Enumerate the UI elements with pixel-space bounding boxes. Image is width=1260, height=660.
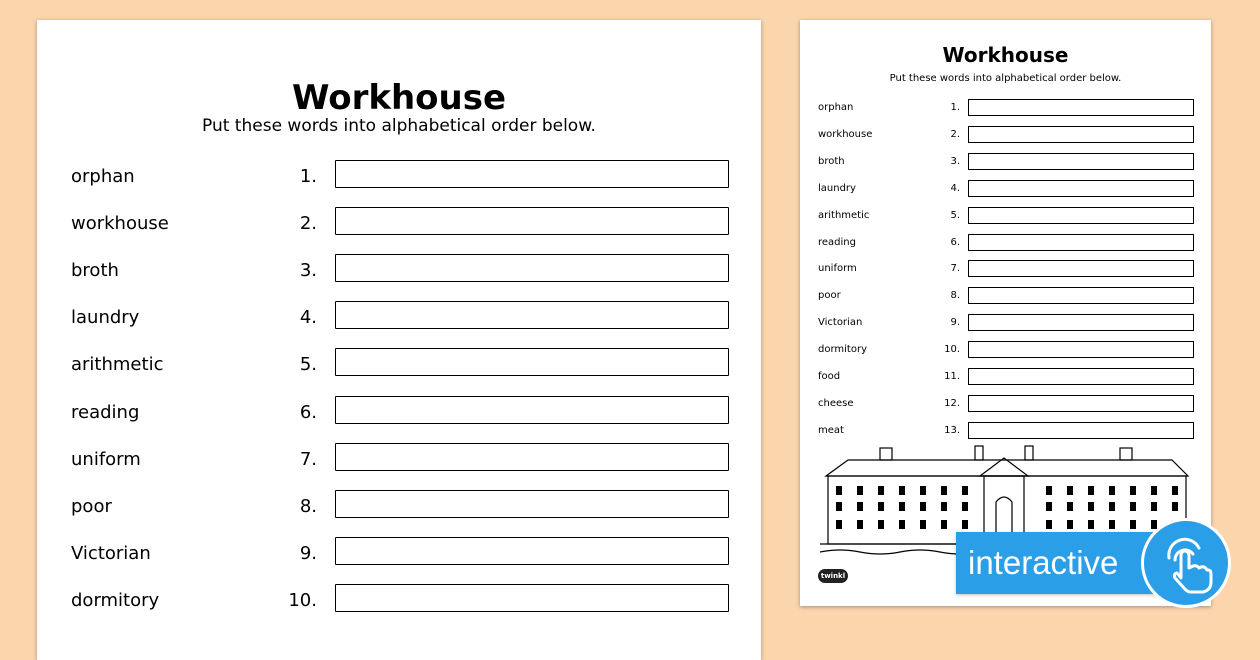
row	[37, 160, 761, 192]
number: 8.	[299, 495, 317, 517]
preview-answer-box[interactable]	[968, 234, 1194, 251]
row	[37, 348, 761, 380]
preview-answer-box[interactable]	[968, 207, 1194, 224]
interactive-label: interactive	[968, 544, 1119, 581]
preview-number: 4.	[950, 182, 960, 194]
building-window	[920, 502, 926, 511]
answer-box[interactable]	[335, 537, 729, 565]
answer-box[interactable]	[335, 396, 729, 424]
building-window	[836, 520, 842, 529]
preview-number: 12.	[944, 397, 960, 409]
row	[37, 254, 761, 286]
preview-word: meat	[818, 424, 844, 436]
building-window	[920, 486, 926, 495]
building-window	[857, 486, 863, 495]
building-window	[1067, 520, 1073, 529]
word: workhouse	[71, 213, 169, 235]
building-window	[1130, 502, 1136, 511]
answer-box[interactable]	[335, 254, 729, 282]
number: 5.	[299, 354, 317, 376]
building-window	[920, 520, 926, 529]
building-window	[878, 486, 884, 495]
preview-row	[800, 207, 1211, 225]
word: Victorian	[71, 542, 151, 564]
twinkl-logo: twinkl	[818, 569, 848, 583]
row	[37, 490, 761, 522]
number: 10.	[288, 589, 317, 611]
worksheet-page-preview	[800, 20, 1211, 606]
preview-word: reading	[818, 236, 856, 248]
instruction-text: Put these words into alphabetical order below.	[202, 116, 596, 136]
tap-button[interactable]	[1141, 518, 1231, 608]
building-window	[857, 520, 863, 529]
word: arithmetic	[71, 354, 164, 376]
preview-number: 2.	[950, 128, 960, 140]
preview-row	[800, 126, 1211, 144]
word: reading	[71, 401, 140, 423]
building-window	[1172, 502, 1178, 511]
preview-word: food	[818, 371, 841, 382]
building-window	[857, 502, 863, 511]
preview-number: 7.	[950, 263, 960, 275]
building-window	[878, 520, 884, 529]
row	[37, 207, 761, 239]
building-window	[962, 486, 968, 495]
row	[37, 443, 761, 475]
preview-row	[800, 180, 1211, 198]
building-window	[962, 520, 968, 529]
building-window	[1046, 486, 1052, 495]
preview-instruction-text: Put these words into alphabetical order below.	[889, 73, 1122, 84]
preview-word: broth	[818, 155, 845, 167]
preview-answer-box[interactable]	[968, 287, 1194, 304]
preview-word: Victorian	[818, 317, 863, 329]
preview-number: 6.	[950, 236, 960, 248]
answer-box[interactable]	[335, 490, 729, 518]
preview-answer-box[interactable]	[968, 341, 1194, 358]
preview-number: 10.	[944, 344, 960, 356]
building-window	[1130, 486, 1136, 495]
preview-word: cheese	[818, 397, 854, 409]
preview-answer-box[interactable]	[968, 99, 1194, 116]
building-window	[1088, 502, 1094, 511]
number: 2.	[299, 213, 317, 235]
preview-word: orphan	[818, 102, 854, 113]
word: broth	[71, 260, 119, 282]
preview-number: 1.	[950, 102, 960, 113]
building-window	[941, 520, 947, 529]
row	[37, 584, 761, 616]
preview-number: 5.	[950, 209, 960, 221]
answer-box[interactable]	[335, 207, 729, 235]
number: 7.	[299, 448, 317, 470]
preview-answer-box[interactable]	[968, 314, 1194, 331]
building-window	[1046, 502, 1052, 511]
preview-answer-box[interactable]	[968, 153, 1194, 170]
number: 1.	[299, 166, 317, 187]
preview-word: uniform	[818, 263, 857, 275]
preview-number: 13.	[944, 424, 960, 436]
row	[37, 537, 761, 569]
preview-word: poor	[818, 290, 841, 302]
answer-box[interactable]	[335, 443, 729, 471]
preview-answer-box[interactable]	[968, 126, 1194, 143]
number: 4.	[299, 307, 317, 329]
word: uniform	[71, 448, 141, 470]
preview-row	[800, 422, 1211, 440]
preview-title: Workhouse	[942, 43, 1069, 67]
building-window	[1067, 486, 1073, 495]
number: 9.	[299, 542, 317, 564]
answer-box[interactable]	[335, 160, 729, 188]
preview-answer-box[interactable]	[968, 260, 1194, 277]
building-window	[1109, 520, 1115, 529]
building-window	[899, 502, 905, 511]
word: poor	[71, 495, 112, 517]
word: laundry	[71, 307, 140, 329]
building-window	[1046, 520, 1052, 529]
pointer-hand-tap-icon	[1159, 534, 1215, 594]
building-window	[1088, 486, 1094, 495]
building-window	[962, 502, 968, 511]
preview-answer-box[interactable]	[968, 422, 1194, 439]
row	[37, 301, 761, 333]
building-window	[1067, 502, 1073, 511]
preview-row	[800, 368, 1211, 386]
preview-row	[800, 314, 1211, 332]
preview-word: arithmetic	[818, 209, 870, 221]
building-window	[1172, 486, 1178, 495]
number: 3.	[299, 260, 317, 282]
building-window	[899, 520, 905, 529]
answer-box[interactable]	[335, 348, 729, 376]
preview-row	[800, 341, 1211, 359]
preview-word: laundry	[818, 182, 856, 194]
building-window	[1109, 486, 1115, 495]
preview-row	[800, 234, 1211, 252]
preview-row	[800, 287, 1211, 305]
building-window	[941, 502, 947, 511]
building-window	[878, 502, 884, 511]
preview-answer-box[interactable]	[968, 368, 1194, 385]
word: orphan	[71, 166, 135, 187]
preview-answer-box[interactable]	[968, 395, 1194, 412]
number: 6.	[299, 401, 317, 423]
building-window	[836, 502, 842, 511]
building-window	[1151, 486, 1157, 495]
preview-row	[800, 395, 1211, 413]
preview-row	[800, 99, 1211, 117]
preview-row	[800, 260, 1211, 278]
answer-box[interactable]	[335, 584, 729, 612]
building-window	[941, 486, 947, 495]
preview-number: 3.	[950, 155, 960, 167]
preview-number: 8.	[950, 290, 960, 302]
preview-word: workhouse	[818, 128, 873, 140]
word: dormitory	[71, 589, 160, 611]
row	[37, 396, 761, 428]
preview-number: 11.	[944, 371, 960, 382]
preview-number: 9.	[950, 317, 960, 329]
building-window	[1088, 520, 1094, 529]
preview-word: dormitory	[818, 344, 867, 356]
preview-answer-box[interactable]	[968, 180, 1194, 197]
building-window	[1130, 520, 1136, 529]
worksheet-page-large	[37, 20, 761, 660]
building-window	[1109, 502, 1115, 511]
building-window	[1151, 502, 1157, 511]
preview-row	[800, 153, 1211, 171]
page-title: Workhouse	[291, 78, 507, 118]
answer-box[interactable]	[335, 301, 729, 329]
building-window	[899, 486, 905, 495]
building-window	[836, 486, 842, 495]
